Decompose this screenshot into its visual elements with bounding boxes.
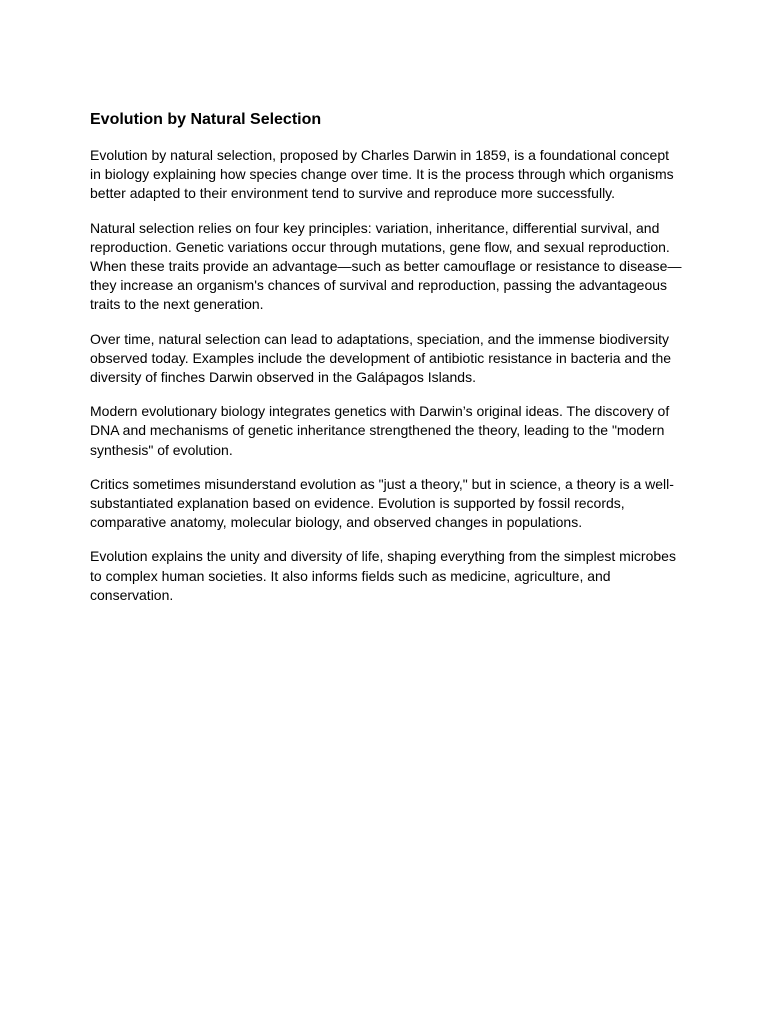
- paragraph-intro: Evolution by natural selection, proposed by Charles Darwin in 1859, is a foundational concept in biology explaining how species change over time. It is the process through which organisms better adapted to their environment tend to survive and reproduce more successfully.: [90, 147, 674, 202]
- paragraph-adaptations: Over time, natural selection can lead to adaptations, speciation, and the immense biodiversity observed today. Examples include the development of antibiotic resistance in bacteria and the diversity of finches Darwin observed in the Galápagos Islands.: [90, 330, 672, 386]
- paragraph-critics: Critics sometimes misunderstand evolution as "just a theory," but in science, a theory is a well-substantiated explanation based on evidence. Evolution is supported by fossil records, comparative anatomy, molecular biology, and observed changes in populations.: [90, 475, 674, 531]
- paragraph-modern-synthesis: Modern evolutionary biology integrates genetics with Darwin’s original ideas. The discovery of DNA and mechanisms of genetic inheritance strengthened the theory, leading to the "modern synthesis" of evolution.: [90, 403, 670, 458]
- document-page: [90, 110, 682, 620]
- document-title: Evolution by Natural Selection: [90, 111, 322, 128]
- paragraph-conclusion: Evolution explains the unity and diversity of life, shaping everything from the simplest microbes to complex human societies. It also informs fields such as medicine, agriculture, and conservation.: [90, 548, 676, 603]
- paragraph-principles: Natural selection relies on four key principles: variation, inheritance, differential survival, and reproduction. Genetic variations occur through mutations, gene flow, and sexual reproduction. When these traits provide an advantage—such as better camouflage or resistance to disease—they increase an organism's chances of survival and reproduction, passing the advantageous traits to the next generation.: [90, 219, 682, 313]
